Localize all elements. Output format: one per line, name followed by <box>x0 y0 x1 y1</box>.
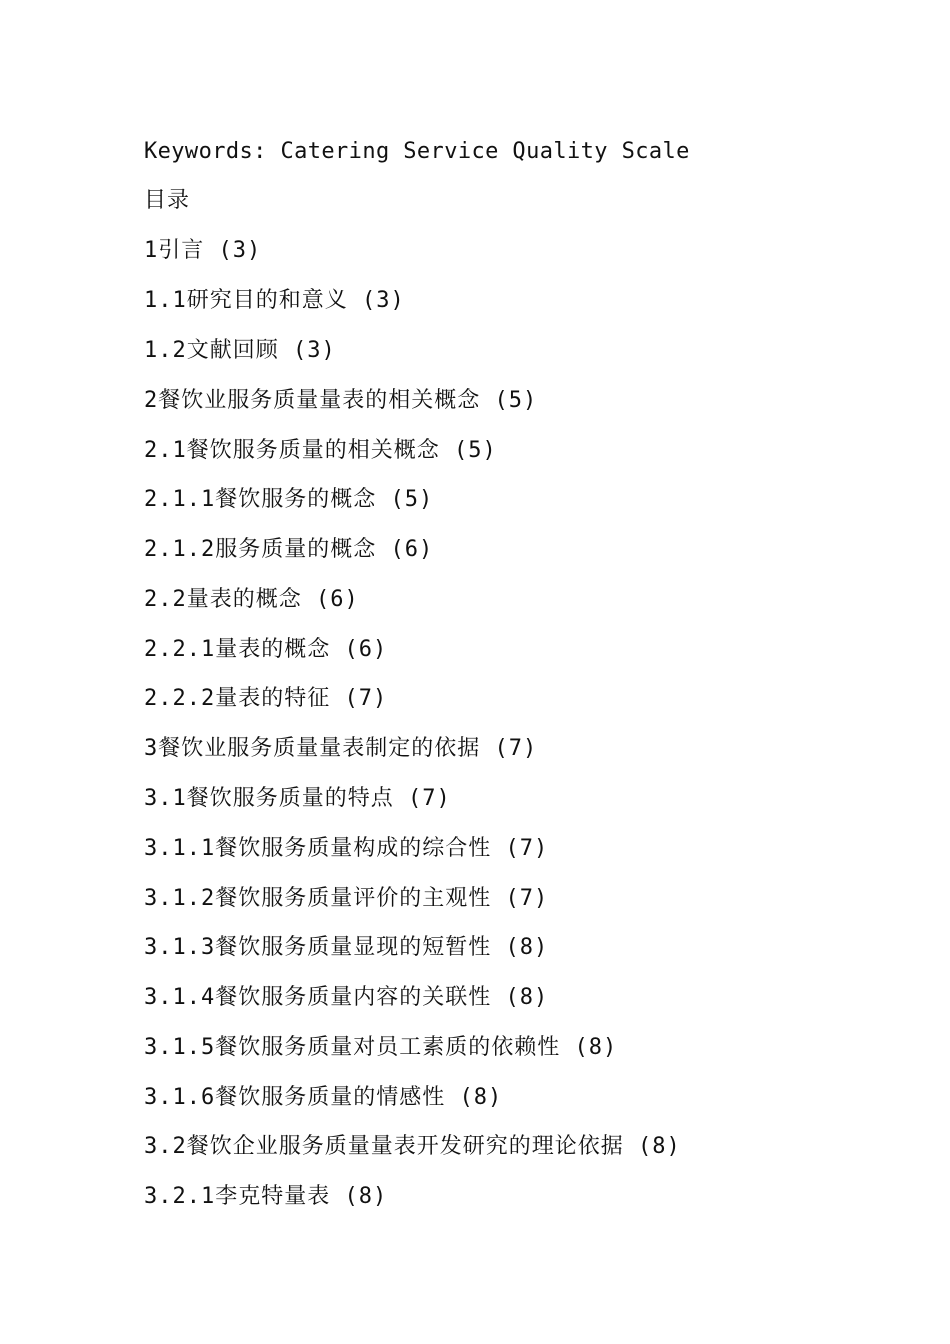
toc-entry: 2.2量表的概念 (6) <box>144 587 359 612</box>
toc-entry: 3.1.3餐饮服务质量显现的短暂性 (8) <box>144 935 549 960</box>
toc-entry: 2.2.1量表的概念 (6) <box>144 637 388 662</box>
toc-entry: 3.1.4餐饮服务质量内容的关联性 (8) <box>144 985 549 1010</box>
toc-entry: 1引言 (3) <box>144 238 262 263</box>
toc-entry: 3.1.2餐饮服务质量评价的主观性 (7) <box>144 886 549 911</box>
toc-entry: 2.2.2量表的特征 (7) <box>144 686 388 711</box>
toc-entry: 3.1.5餐饮服务质量对员工素质的依赖性 (8) <box>144 1035 618 1060</box>
toc-entry: 3餐饮业服务质量量表制定的依据 (7) <box>144 736 538 761</box>
toc-entry: 2.1.1餐饮服务的概念 (5) <box>144 487 434 512</box>
toc-entry: 2.1餐饮服务质量的相关概念 (5) <box>144 438 497 463</box>
toc-entry: 3.2.1李克特量表 (8) <box>144 1184 388 1209</box>
toc-entry: 3.2餐饮企业服务质量量表开发研究的理论依据 (8) <box>144 1134 681 1159</box>
toc-entry: 3.1餐饮服务质量的特点 (7) <box>144 786 451 811</box>
toc-entry: 1.2文献回顾 (3) <box>144 338 336 363</box>
toc-entry: 2餐饮业服务质量量表的相关概念 (5) <box>144 388 538 413</box>
toc-entry: 2.1.2服务质量的概念 (6) <box>144 537 434 562</box>
toc-heading: 目录 <box>144 188 191 213</box>
toc-entry: 3.1.6餐饮服务质量的情感性 (8) <box>144 1085 503 1110</box>
toc-entry: 3.1.1餐饮服务质量构成的综合性 (7) <box>144 836 549 861</box>
keywords-line: Keywords: Catering Service Quality Scale <box>144 139 690 164</box>
toc-entry: 1.1研究目的和意义 (3) <box>144 288 405 313</box>
